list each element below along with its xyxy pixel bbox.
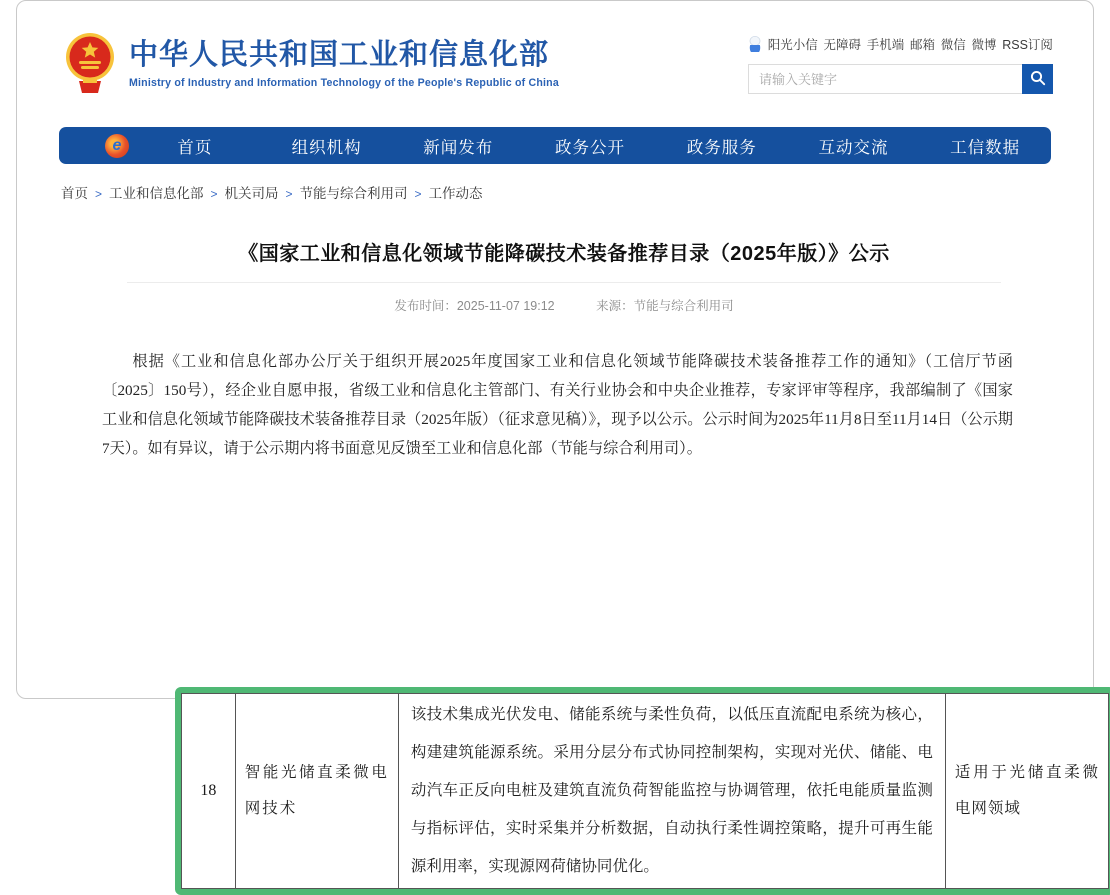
page [16, 0, 1099, 875]
nav-item-home[interactable]: 首页 [177, 138, 213, 157]
cell-technology-name: 智能光储直柔微电网技术 [235, 694, 398, 889]
main-nav [59, 127, 1051, 164]
article-meta [97, 296, 1031, 314]
cell-technology-description: 该技术集成光伏发电、储能系统与柔性负荷，以低压直流配电系统为核心，构建建筑能源系统。采用分层分布式协同控制架构，实现对光伏、储能、电动汽车正反向电桩及建筑直流负荷智能监控与协调管理，依托电能质量监测与指标评估，实时采集并分析数据，自动执行柔性调控策略，提升可再生能源利用率，实现源网荷储协同优化。 [398, 694, 945, 889]
quick-link-mobile[interactable]: 手机端 [866, 38, 905, 52]
breadcrumb-separator: > [95, 187, 103, 201]
nav-item-interaction[interactable]: 互动交流 [818, 138, 889, 157]
breadcrumb-miit[interactable]: 工业和信息化部 [109, 186, 204, 201]
breadcrumb-energy-dept[interactable]: 节能与综合利用司 [299, 186, 408, 201]
article-source: 来源：节能与综合利用司 [596, 299, 734, 313]
breadcrumb-separator: > [414, 187, 422, 201]
nav-item-news[interactable]: 新闻发布 [423, 138, 494, 157]
quick-link-rss[interactable]: RSS订阅 [1002, 38, 1053, 52]
breadcrumb [61, 182, 483, 202]
cell-row-number: 18 [182, 694, 236, 889]
nav-item-miit-data[interactable]: 工信数据 [950, 138, 1021, 157]
publish-time: 发布时间：2025-11-07 19:12 [394, 299, 555, 313]
site-title: 中华人民共和国工业和信息化部 [129, 39, 550, 71]
nav-item-organization[interactable]: 组织机构 [291, 138, 362, 157]
quick-link-accessibility[interactable]: 无障碍 [823, 38, 861, 52]
quick-link-wechat[interactable]: 微信 [940, 38, 966, 52]
breadcrumb-departments[interactable]: 机关司局 [224, 186, 279, 201]
breadcrumb-home[interactable]: 首页 [61, 186, 88, 201]
breadcrumb-separator: > [210, 187, 218, 201]
search-button[interactable] [1022, 64, 1053, 94]
site-brand [63, 29, 559, 99]
national-emblem-icon [63, 29, 117, 99]
search-icon [1030, 70, 1046, 89]
quick-link-weibo[interactable]: 微博 [971, 38, 997, 52]
breadcrumb-work-updates[interactable]: 工作动态 [428, 186, 483, 201]
article-paragraph: 根据《工业和信息化部办公厅关于组织开展2025年度国家工业和信息化领域节能降碳技术装备推荐工作的通知》（工信厅节函〔2025〕150号），经企业自愿申报，省级工业和信息化主管部门、有关行业协会和中央企业推荐，专家评审等程序，我部编制了《国家工业和信息化领域节能降碳技术装备推荐目录（2025年版）（征求意见稿）》，现予以公示。公示时间为2025年11月8日至11月14日（公示期7天）。如有异议，请于公示期内将书面意见反馈至工业和信息化部（节能与综合利用司）。 [102, 353, 1013, 457]
site-header [63, 29, 1053, 99]
highlighted-table-annotation [175, 687, 1110, 895]
site-subtitle: Ministry of Industry and Information Technology of the People's Republic of China [129, 77, 559, 89]
cell-application-scope: 适用于光储直柔微电网领域 [945, 694, 1108, 889]
search-box [748, 64, 1053, 94]
search-input[interactable] [748, 64, 1022, 94]
nav-item-gov-services[interactable]: 政务服务 [686, 138, 757, 157]
quick-link-mail[interactable]: 邮箱 [909, 38, 935, 52]
quick-links [748, 35, 1053, 53]
catalog-table [181, 693, 1109, 889]
article [97, 237, 1099, 875]
mascot-icon [748, 36, 762, 53]
quick-link-sunshine-assistant[interactable]: 阳光小信 [767, 38, 818, 52]
breadcrumb-separator: > [285, 187, 293, 201]
header-tools [748, 29, 1053, 99]
miit-e-logo-icon: e [105, 134, 129, 158]
article-title: 《国家工业和信息化领域节能降碳技术装备推荐目录（2025年版）》公示 [238, 243, 890, 265]
nav-item-gov-disclosure[interactable]: 政务公开 [555, 138, 626, 157]
table-row [182, 694, 1109, 889]
title-divider [127, 282, 1001, 283]
